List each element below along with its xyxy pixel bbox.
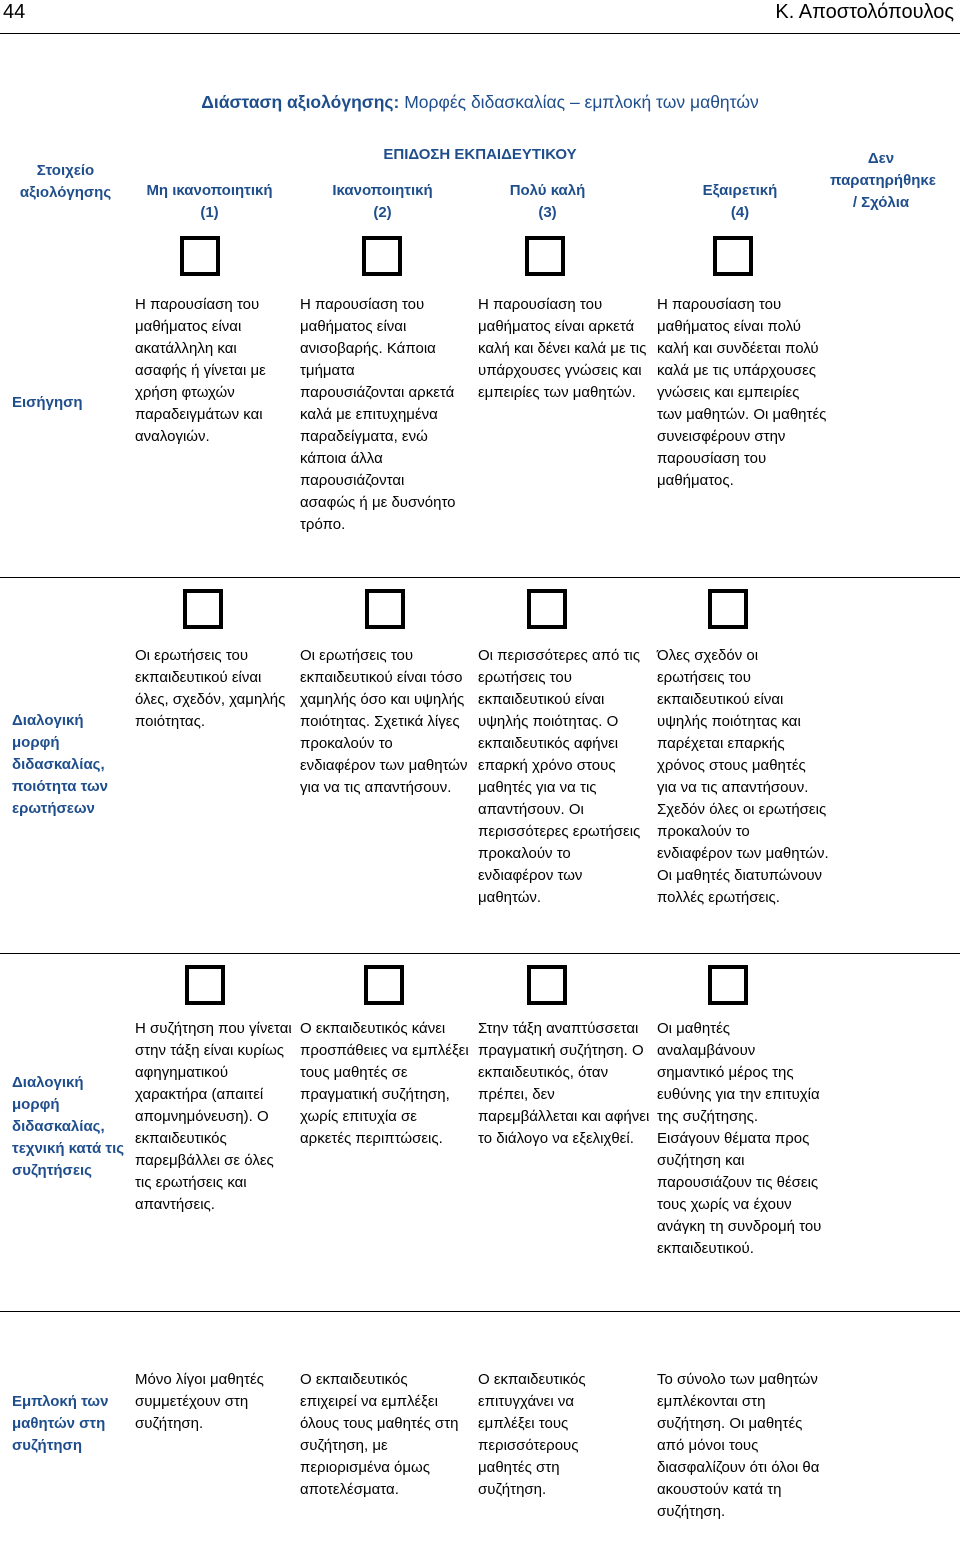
rating-description: Η συζήτηση που γίνεται στην τάξη είναι κυρίως αφηγηματικού χαρακτήρα (απαιτεί απομνημόνευση). Ο εκπαιδευτικός παρεμβάλλει σε όλες τις ερωτήσεις και απαντήσεις. [135,1020,292,1213]
level-name: Πολύ καλή [509,182,586,199]
rating-description: Οι ερωτήσεις του εκπαιδευτικού είναι τόσο χαμηλής όσο και υψηλής ποιότητας. Σχετικά λίγες προκαλούν το ενδιαφέρον των μαθητών για να τις απαντήσουν. [300,647,468,796]
criterion-header: Στοιχείο αξιολόγησης [19,162,112,201]
rating-description: Οι ερωτήσεις του εκπαιδευτικού είναι όλες, σχεδόν, χαμηλής ποιότητας. [135,647,286,730]
rating-description: Ο εκπαιδευτικός κάνει προσπάθειες να εμπλέξει τους μαθητές σε πραγματική συζήτηση, χωρίς επιτυχία σε αρκετές περιπτώσεις. [300,1020,469,1147]
row-divider [0,1311,960,1312]
level-number: (2) [373,204,392,221]
rating-checkbox-4[interactable] [708,589,748,629]
row-label: Διαλογική μορφή διδασκαλίας, τεχνική κατά τις συζητήσεις [12,1074,125,1179]
rating-description: Οι περισσότερες από τις ερωτήσεις του εκπαιδευτικού είναι υψηλής ποιότητας. Ο εκπαιδευτικός αφήνει επαρκή χρόνο στους μαθητές για να τις απαντήσουν. Οι περισσότερες ερωτήσεις προκαλούν το ενδιαφέρον των μαθητών. [478,647,641,906]
row-label: Εισήγηση [12,394,83,411]
row-label: Διαλογική μορφή διδασκαλίας, ποιότητα των ερωτήσεων [12,712,108,817]
rating-description: Η παρουσίαση του μαθήματος είναι ακατάλληλη και ασαφής ή γίνεται με χρήση φτωχών παραδειγμάτων και αναλογιών. [135,296,266,445]
title-dimension: Διάσταση αξιολόγησης: [201,92,400,112]
page-author: Κ. Αποστολόπουλος [775,1,954,23]
rating-checkbox-2[interactable] [364,965,404,1005]
rating-checkbox-2[interactable] [365,589,405,629]
header-rule [0,33,960,34]
level-number: (4) [730,204,750,221]
rating-checkbox-1[interactable] [185,965,225,1005]
rating-description: Ο εκπαιδευτικός επιχειρεί να εμπλέξει όλους τους μαθητές στη συζήτηση, με περιορισμένα όμως αποτελέσματα. [300,1371,459,1498]
level-number: (3) [538,204,557,221]
page-header [0,0,960,30]
level-number: (1) [200,204,219,221]
page-title [0,92,960,113]
rating-description: Στην τάξη αναπτύσσεται πραγματική συζήτηση. Ο εκπαιδευτικός, όταν πρέπει, δεν παρεμβάλλεται και αφήνει το διάλογο να εξελιχθεί. [478,1020,650,1147]
rating-description: Όλες σχεδόν οι ερωτήσεις του εκπαιδευτικού είναι υψηλής ποιότητας και παρέχεται επαρκής χρόνος στους μαθητές για να τις απαντήσουν. Σχεδόν όλες οι ερωτήσεις προκαλούν το ενδιαφέρον των μαθητών. Οι μαθητές διατυπώνουν πολλές ερωτήσεις. [657,647,829,906]
rating-checkbox-3[interactable] [527,965,567,1005]
level-name: Εξαιρετική [702,182,778,199]
rating-description: Οι μαθητές αναλαμβάνουν σημαντικό μέρος της ευθύνης για την επιτυχία της συζήτησης. Εισάγουν θέματα προς συζήτηση και παρουσιάζουν τις θέσεις τους χωρίς να έχουν ανάγκη τη συνδρομή του εκπαιδευτικού. [657,1020,822,1257]
row-divider [0,953,960,954]
feedback-header: ΕΠΙΔΟΣΗ ΕΚΠΑΙΔΕΥΤΙΚΟΥ [383,146,577,163]
rating-checkbox-4[interactable] [713,236,753,276]
page-number: 44 [3,1,26,23]
row-divider [0,577,960,578]
not-observed-header: Δεν παρατηρήθηκε / Σχόλια [830,150,936,211]
row-label: Εμπλοκή των μαθητών στη συζήτηση [12,1393,109,1454]
level-header-2 [305,180,460,224]
level-name: Ικανοποιητική [332,182,433,199]
rating-checkbox-4[interactable] [708,965,748,1005]
rating-checkbox-1[interactable] [180,236,220,276]
rating-checkbox-1[interactable] [183,589,223,629]
rating-description: Το σύνολο των μαθητών εμπλέκονται στη συζήτηση. Οι μαθητές από μόνοι τους διασφαλίζουν ότι όλοι θα ακουστούν κατά τη συζήτηση. [657,1371,820,1520]
level-name: Μη ικανοποιητική [146,182,273,199]
rating-description: Ο εκπαιδευτικός επιτυγχάνει να εμπλέξει τους περισσότερους μαθητές στη συζήτηση. [478,1371,586,1498]
level-header-4 [660,180,820,224]
rating-description: Η παρουσίαση του μαθήματος είναι πολύ καλή και συνδέεται πολύ καλά με τις υπάρχουσες γνώσεις και εμπειρίες των μαθητών. Οι μαθητές συνεισφέρουν στην παρουσίαση του μαθήματος. [657,296,827,489]
level-header-3 [470,180,625,224]
title-subject: Μορφές διδασκαλίας – εμπλοκή των μαθητών [404,92,759,112]
rating-description: Η παρουσίαση του μαθήματος είναι αρκετά καλή και δένει καλά με τις υπάρχουσες γνώσεις και εμπειρίες των μαθητών. [478,296,647,401]
rating-description: Μόνο λίγοι μαθητές συμμετέχουν στη συζήτηση. [135,1371,264,1432]
rating-checkbox-3[interactable] [525,236,565,276]
rating-checkbox-3[interactable] [527,589,567,629]
rating-description: Η παρουσίαση του μαθήματος είναι ανισοβαρής. Κάποια τμήματα παρουσιάζονται αρκετά καλά με επιτυχημένα παραδείγματα, ενώ κάποια άλλα παρουσιάζονται ασαφώς ή με δυσνόητο τρόπο. [300,296,456,533]
rating-checkbox-2[interactable] [362,236,402,276]
level-header-1 [132,180,287,224]
